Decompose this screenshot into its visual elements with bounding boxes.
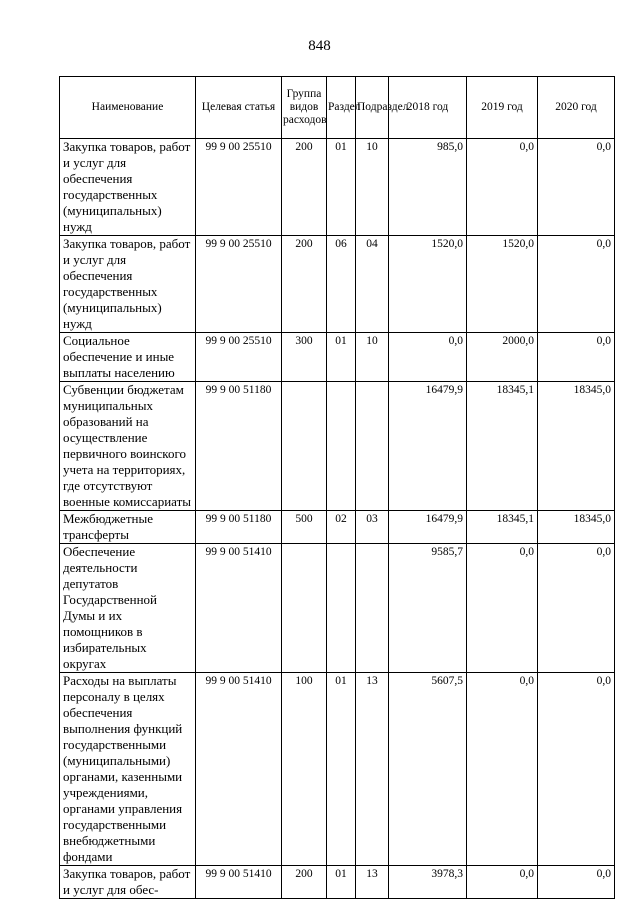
cell-subsection: 10 <box>356 139 389 236</box>
cell-2019: 1520,0 <box>467 236 538 333</box>
cell-2019: 18345,1 <box>467 511 538 544</box>
table-row <box>60 382 615 511</box>
header-row <box>60 77 615 139</box>
table-row <box>60 544 615 673</box>
table-row <box>60 139 615 236</box>
cell-target: 99 9 00 51180 <box>196 511 282 544</box>
table-row <box>60 236 615 333</box>
cell-subsection: 13 <box>356 866 389 899</box>
cell-name: Расходы на выплаты персоналу в целях обеспечения выполнения функций государственными (муниципальными) органами, казенными учреждениями, органами управления государственными внебюджетными фондами <box>60 673 196 866</box>
cell-2018: 9585,7 <box>389 544 467 673</box>
cell-section: 06 <box>327 236 356 333</box>
cell-name: Обеспечение деятельности депутатов Государственной Думы и их помощников в избирательных округах <box>60 544 196 673</box>
header-target: Целевая статья <box>196 77 282 139</box>
cell-group <box>282 382 327 511</box>
cell-name: Межбюджетные трансферты <box>60 511 196 544</box>
cell-2019: 2000,0 <box>467 333 538 382</box>
cell-section: 01 <box>327 139 356 236</box>
table-row <box>60 866 615 899</box>
header-group: Группа видов расходов <box>282 77 327 139</box>
cell-section <box>327 382 356 511</box>
header-2019: 2019 год <box>467 77 538 139</box>
cell-target: 99 9 00 25510 <box>196 139 282 236</box>
cell-2018: 3978,3 <box>389 866 467 899</box>
cell-name: Закупка товаров, работ и услуг для обеспечения государственных (муниципальных) нужд <box>60 139 196 236</box>
cell-2018: 16479,9 <box>389 382 467 511</box>
cell-group <box>282 544 327 673</box>
cell-subsection: 13 <box>356 673 389 866</box>
cell-group: 500 <box>282 511 327 544</box>
table-row <box>60 511 615 544</box>
cell-2020: 0,0 <box>538 236 615 333</box>
page-number: 848 <box>308 38 331 54</box>
cell-subsection <box>356 382 389 511</box>
cell-2019: 0,0 <box>467 544 538 673</box>
cell-2018: 16479,9 <box>389 511 467 544</box>
cell-section: 02 <box>327 511 356 544</box>
cell-2020: 18345,0 <box>538 382 615 511</box>
cell-2019: 0,0 <box>467 673 538 866</box>
cell-subsection: 04 <box>356 236 389 333</box>
cell-target: 99 9 00 25510 <box>196 333 282 382</box>
cell-2019: 18345,1 <box>467 382 538 511</box>
cell-target: 99 9 00 51180 <box>196 382 282 511</box>
cell-target: 99 9 00 51410 <box>196 866 282 899</box>
cell-section: 01 <box>327 866 356 899</box>
cell-target: 99 9 00 51410 <box>196 673 282 866</box>
cell-group: 300 <box>282 333 327 382</box>
cell-2020: 18345,0 <box>538 511 615 544</box>
cell-target: 99 9 00 25510 <box>196 236 282 333</box>
header-name: Наименование <box>60 77 196 139</box>
header-2018: 2018 год <box>389 77 467 139</box>
cell-2020: 0,0 <box>538 333 615 382</box>
header-section: Раздел <box>327 77 356 139</box>
cell-group: 200 <box>282 236 327 333</box>
cell-name: Закупка товаров, работ и услуг для обес- <box>60 866 196 899</box>
cell-name: Субвенции бюджетам муниципальных образований на осуществление первичного воинского учета на территориях, где отсутствуют военные комиссариаты <box>60 382 196 511</box>
cell-group: 200 <box>282 139 327 236</box>
cell-section: 01 <box>327 333 356 382</box>
cell-group: 100 <box>282 673 327 866</box>
table-row <box>60 333 615 382</box>
cell-subsection: 10 <box>356 333 389 382</box>
cell-2018: 0,0 <box>389 333 467 382</box>
cell-target: 99 9 00 51410 <box>196 544 282 673</box>
cell-name: Социальное обеспечение и иные выплаты населению <box>60 333 196 382</box>
header-2020: 2020 год <box>538 77 615 139</box>
cell-2018: 985,0 <box>389 139 467 236</box>
cell-2020: 0,0 <box>538 139 615 236</box>
cell-subsection <box>356 544 389 673</box>
cell-2018: 1520,0 <box>389 236 467 333</box>
cell-2020: 0,0 <box>538 544 615 673</box>
cell-subsection: 03 <box>356 511 389 544</box>
header-subsection: Подраздел <box>356 77 389 139</box>
cell-name: Закупка товаров, работ и услуг для обеспечения государственных (муниципальных) нужд <box>60 236 196 333</box>
table-row <box>60 673 615 866</box>
cell-section <box>327 544 356 673</box>
cell-group: 200 <box>282 866 327 899</box>
cell-2019: 0,0 <box>467 866 538 899</box>
cell-2018: 5607,5 <box>389 673 467 866</box>
cell-2020: 0,0 <box>538 866 615 899</box>
cell-section: 01 <box>327 673 356 866</box>
cell-2020: 0,0 <box>538 673 615 866</box>
budget-table <box>59 76 615 899</box>
cell-2019: 0,0 <box>467 139 538 236</box>
